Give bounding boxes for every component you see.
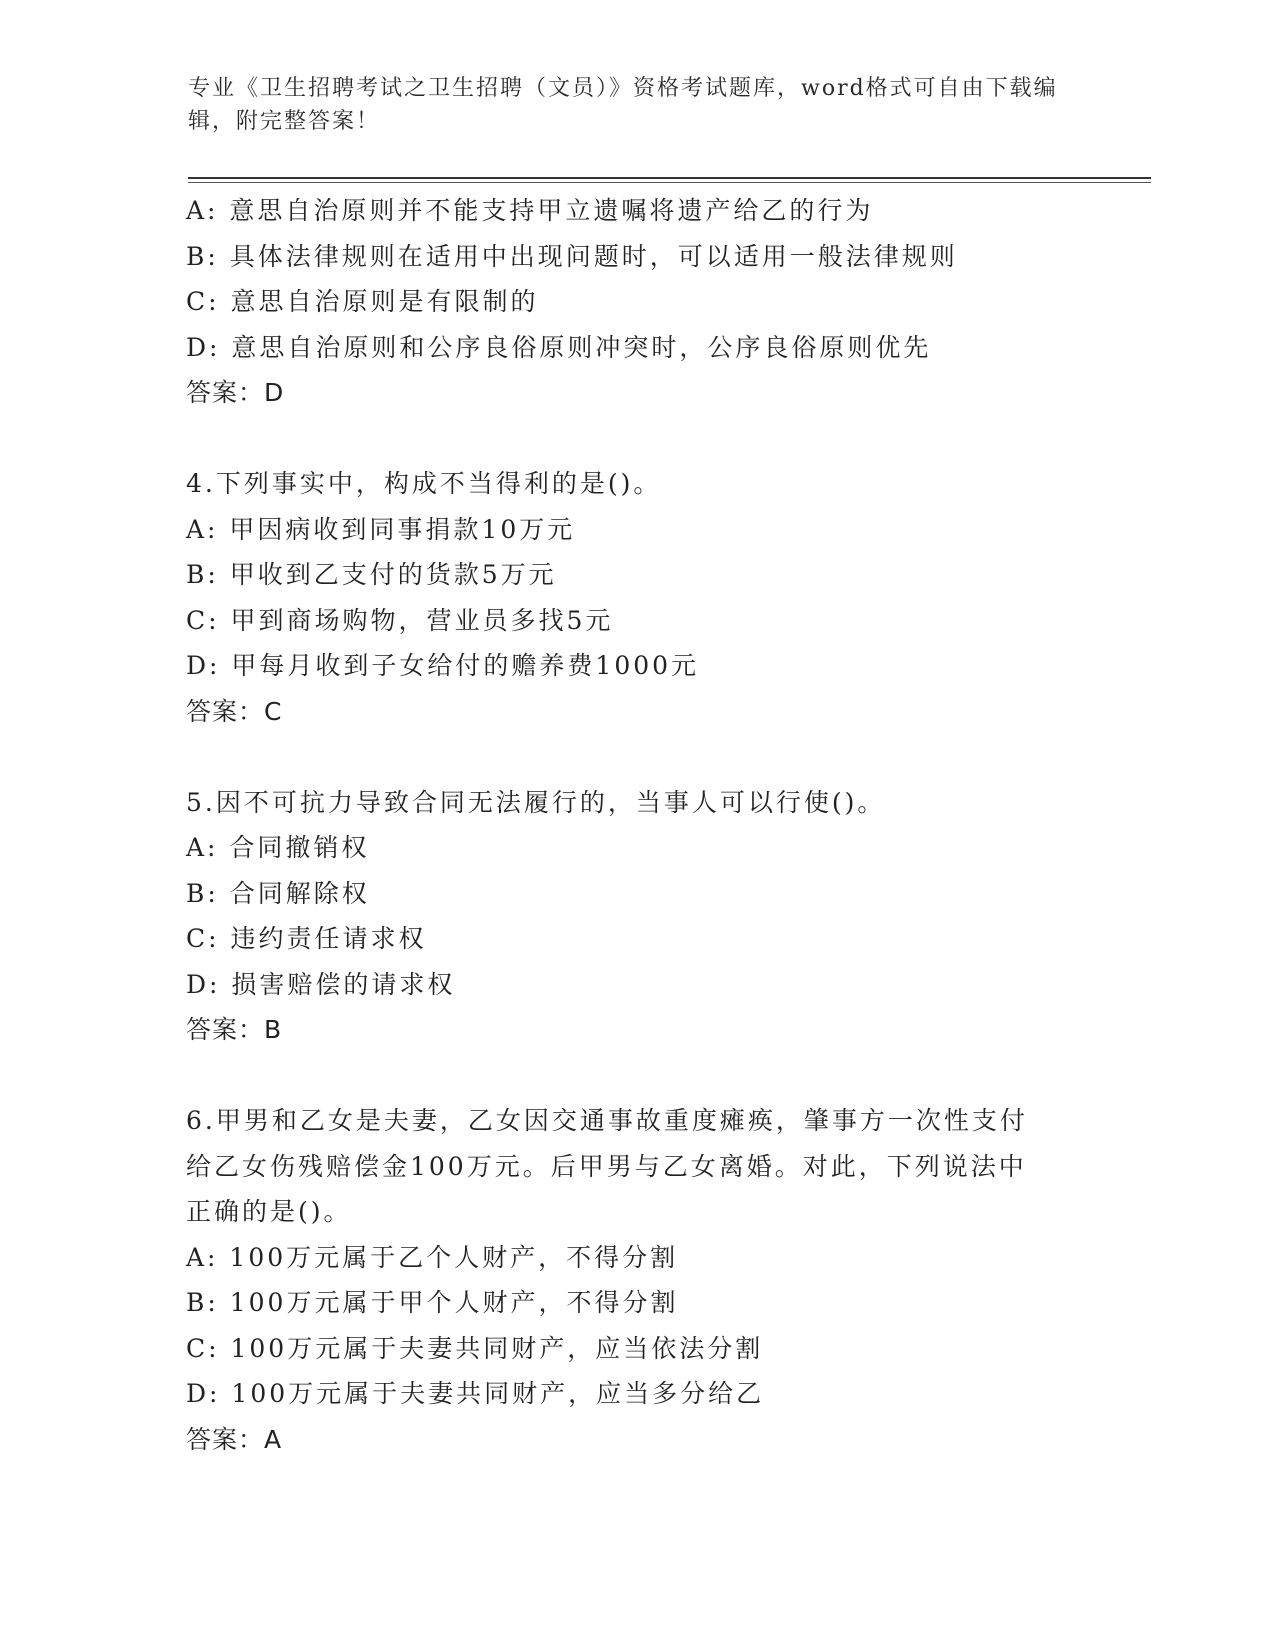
option-b: B: 具体法律规则在适用中出现问题时，可以适用一般法律规则 [186, 241, 958, 271]
question-stem: 6.甲男和乙女是夫妻，乙女因交通事故重度瘫痪，肇事方一次性支付给乙女伤残赔偿金100万元。后甲男与乙女离婚。对此，下列说法中正确的是()。 [186, 1106, 1028, 1226]
option-b: B: 甲收到乙支付的货款5万元 [186, 560, 557, 589]
answer: 答案：B [186, 1015, 283, 1044]
spacer [186, 734, 1086, 780]
header-divider-thick [188, 177, 1151, 179]
question-3 [186, 188, 1086, 416]
option-c: C: 100万元属于夫妻共同财产，应当依法分割 [186, 1333, 764, 1363]
option-c: C: 违约责任请求权 [186, 924, 427, 953]
option-a: A: 意思自治原则并不能支持甲立遗嘱将遗产给乙的行为 [186, 196, 874, 225]
option-d: D: 意思自治原则和公序良俗原则冲突时，公序良俗原则优先 [186, 332, 932, 362]
answer: 答案：A [186, 1424, 283, 1454]
header-divider-thin [188, 182, 1151, 183]
option-c: C: 意思自治原则是有限制的 [186, 287, 539, 316]
option-d: D: 100万元属于夫妻共同财产，应当多分给乙 [186, 1379, 765, 1408]
option-a: A: 甲因病收到同事捐款10万元 [186, 514, 576, 544]
option-d: D: 甲每月收到子女给付的赡养费1000元 [186, 651, 700, 680]
option-a: A: 合同撤销权 [186, 833, 370, 862]
option-a: A: 100万元属于乙个人财产，不得分割 [186, 1242, 679, 1272]
question-stem: 4.下列事实中，构成不当得利的是()。 [186, 469, 662, 498]
question-content [186, 188, 1086, 1462]
spacer [186, 1053, 1086, 1099]
question-6 [186, 1098, 1086, 1462]
option-b: B: 合同解除权 [186, 878, 370, 908]
question-4 [186, 461, 1086, 734]
spacer [186, 416, 1086, 462]
question-5 [186, 780, 1086, 1053]
document-header: 专业《卫生招聘考试之卫生招聘（文员）》资格考试题库，word格式可自由下载编辑，附完整答案！ [188, 76, 1058, 134]
option-c: C: 甲到商场购物，营业员多找5元 [186, 605, 614, 635]
answer: 答案：D [186, 378, 285, 407]
option-d: D: 损害赔偿的请求权 [186, 969, 456, 999]
answer: 答案：C [186, 696, 283, 726]
option-b: B: 100万元属于甲个人财产，不得分割 [186, 1288, 679, 1317]
question-stem: 5.因不可抗力导致合同无法履行的，当事人可以行使()。 [186, 787, 886, 817]
